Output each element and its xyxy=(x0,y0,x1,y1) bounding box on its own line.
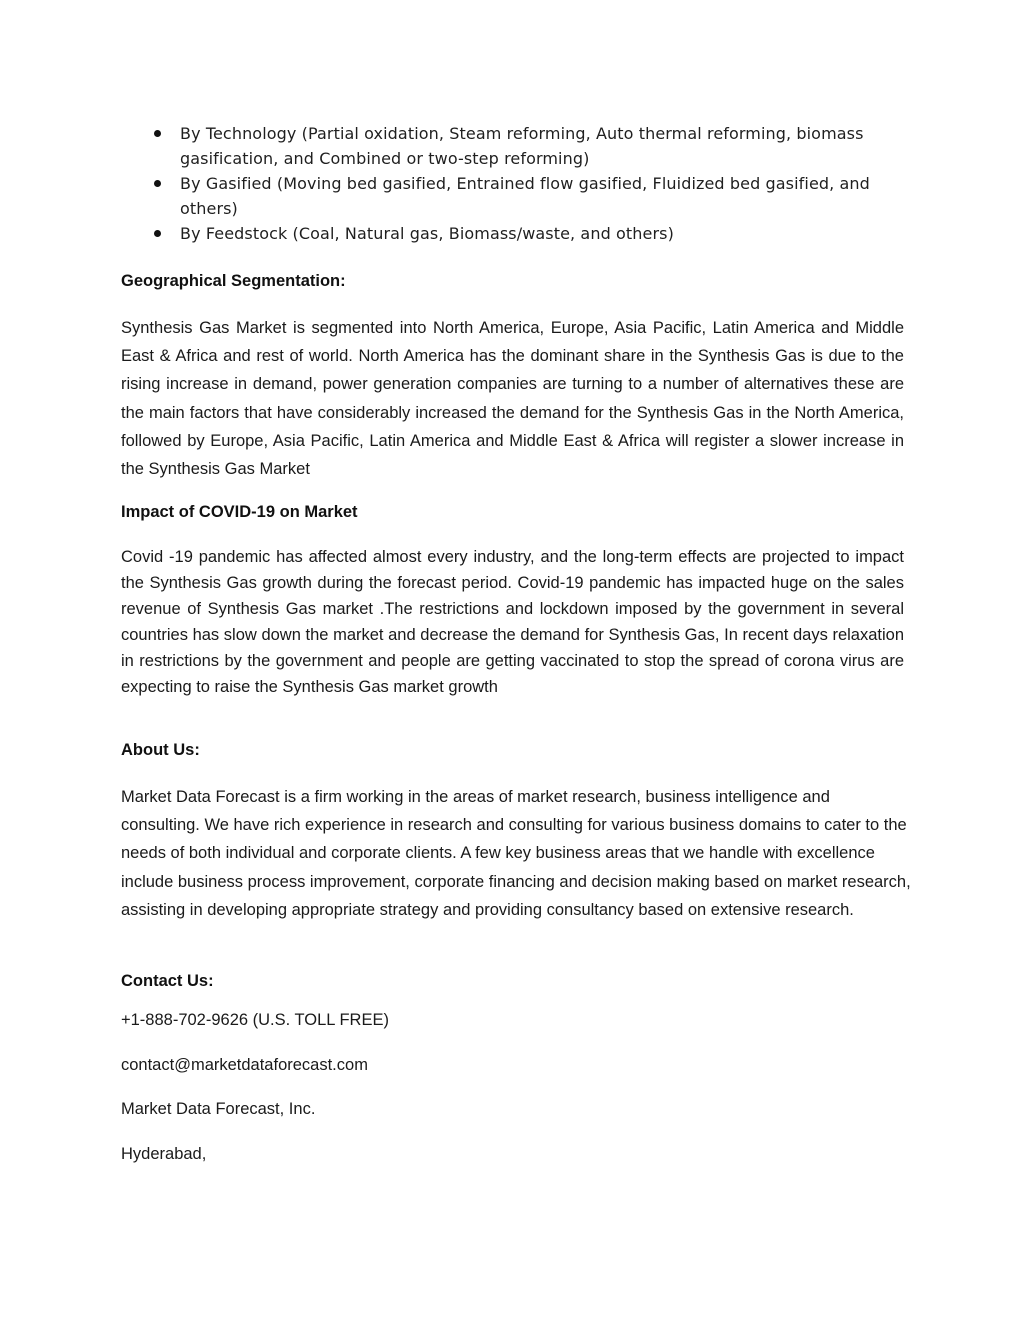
contact-heading: Contact Us: xyxy=(121,972,214,990)
contact-company: Market Data Forecast, Inc. xyxy=(121,1100,316,1118)
segmentation-list xyxy=(121,121,911,246)
segment-technology: By Technology (Partial oxidation, Steam reforming, Auto thermal reforming, biomass gasification, and Combined or two-step reforming) xyxy=(121,121,911,171)
contact-city: Hyderabad, xyxy=(121,1145,207,1163)
contact-email: contact@marketdataforecast.com xyxy=(121,1056,368,1074)
segment-gasified: By Gasified (Moving bed gasified, Entrained flow gasified, Fluidized bed gasified, and others) xyxy=(121,171,911,221)
geo-paragraph: Synthesis Gas Market is segmented into North America, Europe, Asia Pacific, Latin America and Middle East & Africa and rest of world. North America has the dominant share in the Synthesis Gas is due to the rising increase in demand, power generation companies are turning to a number of alternatives these are the main factors that have considerably increased the demand for the Synthesis Gas in the North America, followed by Europe, Asia Pacific, Latin America and Middle East & Africa will register a slower increase in the Synthesis Gas Market xyxy=(121,319,904,479)
contact-phone: +1-888-702-9626 (U.S. TOLL FREE) xyxy=(121,1011,389,1029)
covid-heading: Impact of COVID-19 on Market xyxy=(121,503,358,521)
covid-paragraph: Covid -19 pandemic has affected almost every industry, and the long-term effects are projected to impact the Synthesis Gas growth during the forecast period. Covid-19 pandemic has impacted huge on the sales revenue of Synthesis Gas market .The restrictions and lockdown imposed by the government in several countries has slow down the market and decrease the demand for Synthesis Gas, In recent days relaxation in restrictions by the government and people are getting vaccinated to stop the spread of corona virus are expecting to raise the Synthesis Gas market growth xyxy=(121,548,904,696)
segment-feedstock: By Feedstock (Coal, Natural gas, Biomass/waste, and others) xyxy=(121,221,911,246)
about-paragraph: Market Data Forecast is a firm working in the areas of market research, business intelligence and consulting. We have rich experience in research and consulting for various business domains to cater to the needs of both individual and corporate clients. A few key business areas that we handle with excellence include business process improvement, corporate financing and decision making based on market research, assisting in developing appropriate strategy and providing consultancy based on extensive research. xyxy=(121,788,911,919)
about-heading: About Us: xyxy=(121,741,200,759)
geo-heading: Geographical Segmentation: xyxy=(121,272,346,290)
